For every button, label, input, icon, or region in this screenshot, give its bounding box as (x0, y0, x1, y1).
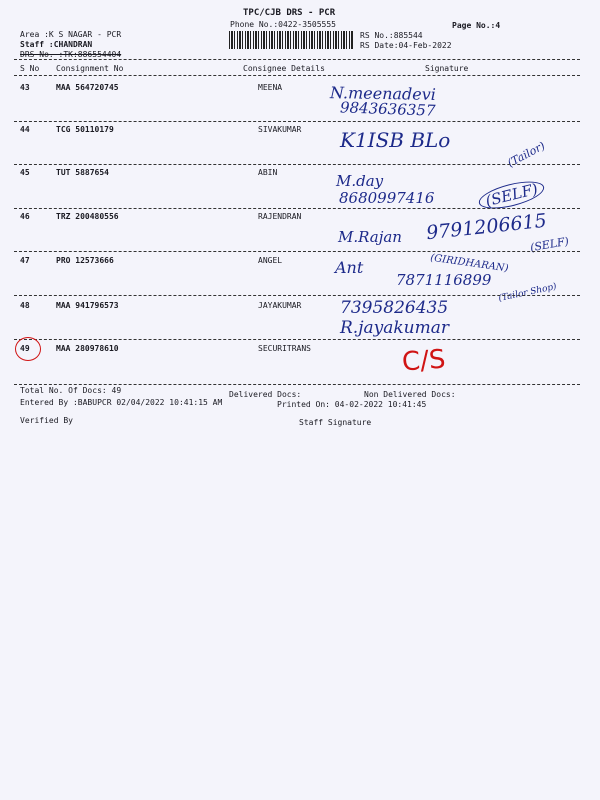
row-consignee: ABIN (258, 168, 278, 177)
signature-phone: 9843636357 (339, 98, 436, 120)
signature-name: Ant (335, 258, 364, 277)
staff-signature: Staff Signature (299, 418, 372, 427)
col-signature: Signature (425, 64, 469, 73)
col-consignee: Consignee Details (243, 64, 325, 73)
row-sno: 45 (20, 168, 30, 177)
row-consignee: ANGEL (258, 256, 283, 265)
row-sno: 43 (20, 83, 30, 92)
row-consignee: RAJENDRAN (258, 212, 302, 221)
area-label: Area :K S NAGAR - PCR (20, 30, 122, 39)
barcode (229, 31, 354, 49)
signature-name: K1ISB BLo (340, 128, 451, 152)
row-divider (14, 295, 580, 296)
signature-name: M.day (336, 172, 384, 190)
staff-label: Staff :CHANDRAN (20, 40, 93, 49)
phone-number: Phone No.:0422-3505555 (230, 20, 336, 29)
signature-name: R.jayakumar (340, 318, 449, 338)
page-number: Page No.:4 (452, 21, 501, 30)
row-divider (14, 251, 580, 252)
rs-number: RS No.:885544 (360, 31, 423, 40)
col-sno: S No (20, 64, 40, 73)
drs-title: TPC/CJB DRS - PCR (243, 8, 336, 18)
printed-on: Printed On: 04-02-2022 10:41:45 (277, 400, 427, 409)
row-consignment: MAA 564720745 (56, 83, 119, 92)
row-divider (14, 164, 580, 165)
header-divider (14, 59, 580, 60)
rs-date: RS Date:04-Feb-2022 (360, 41, 452, 50)
signature-note: (SELF) (529, 234, 570, 255)
row-divider (14, 121, 580, 122)
columns-divider (14, 75, 580, 76)
entered-by: Entered By :BABUPCR 02/04/2022 10:41:15 AM (20, 398, 223, 407)
signature-phone: 9791206615 (425, 209, 548, 245)
row-consignee: MEENA (258, 83, 283, 92)
row-sno: 46 (20, 212, 30, 221)
signature-note: (Tailor) (505, 139, 548, 170)
row-consignment: MAA 280978610 (56, 344, 119, 353)
signature-note: (Tailor Shop) (497, 281, 558, 305)
non-delivered-docs: Non Delivered Docs: (364, 390, 456, 399)
row-divider (14, 208, 580, 209)
row-sno: 49 (20, 344, 30, 353)
row-sno: 47 (20, 256, 30, 265)
row-consignment: PRO 12573666 (56, 256, 114, 265)
signature-mark: C/S (401, 344, 447, 378)
row-consignment: TUT 5887654 (56, 168, 109, 177)
row-consignment: TRZ 200480556 (56, 212, 119, 221)
signature-relation: (GIRIDHARAN) (429, 252, 510, 275)
row-consignee: JAYAKUMAR (258, 301, 302, 310)
col-consignment: Consignment No (56, 64, 124, 73)
signature-name: M.Rajan (338, 228, 402, 246)
signature-phone: 7395826435 (340, 298, 449, 318)
row-consignee: SIVAKUMAR (258, 125, 302, 134)
row-sno: 44 (20, 125, 30, 134)
row-consignment: MAA 941796573 (56, 301, 119, 310)
signature-name: N.meenadevi (329, 83, 437, 104)
signature-phone: 7871116899 (396, 271, 492, 289)
verified-by: Verified By (20, 416, 73, 425)
row-sno: 48 (20, 301, 30, 310)
row-consignee: SECURITRANS (258, 344, 311, 353)
total-docs: Total No. Of Docs: 49 (20, 386, 122, 395)
signature-note: (SELF) (476, 176, 547, 214)
row-consignment: TCG 50110179 (56, 125, 114, 134)
delivered-docs: Delivered Docs: (229, 390, 302, 399)
drs-number: DRS No. :TK:886554404 (20, 50, 122, 59)
row-divider (14, 339, 580, 340)
signature-phone: 8680997416 (339, 189, 435, 207)
footer-divider (14, 384, 580, 385)
